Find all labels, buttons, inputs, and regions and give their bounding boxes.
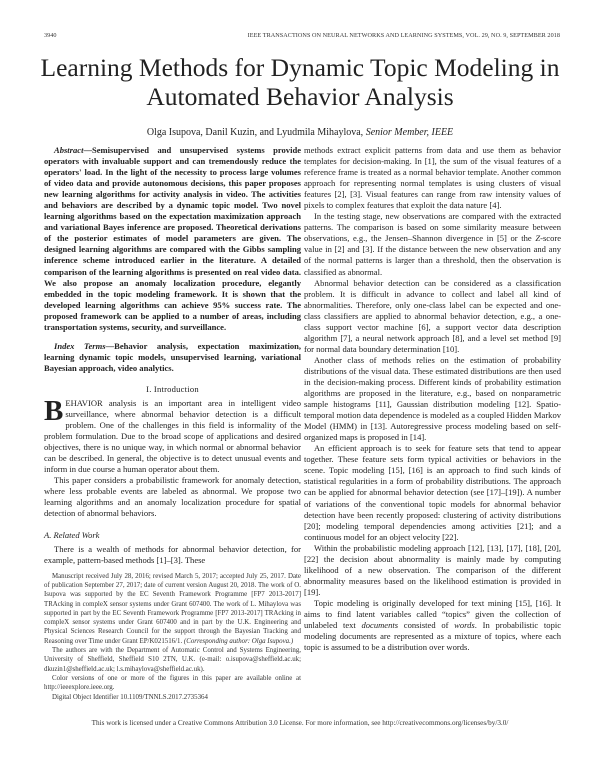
text: -score value in [2] and [3]. If the distance between the new observation and any of the normal patterns is larger than a threshold, then the observation is classified as abnormal.	[304, 233, 561, 277]
footnote-manuscript-text: Manuscript received July 28, 2016; revised March 5, 2017; accepted July 25, 2017. Date of publication September 27, 2017; date of current version August 20, 2018. The work of O. Isupova was supported by the EC Seventh Framework Programme [FP7 2013-2017] TRAcking in compleX sensor systems under Grant 607400. The work of L. Mihaylova was supported in part by the EC Seventh Framework Programme [FP7 2013-2017] TRAcking in compleX sensor systems under Grant 607400 and in part by the U.K. Engineering and Physical Sciences Research Council for the support through the Bayesian Tracking and Reasoning over Time under Grant EP/K021516/1.	[44, 572, 301, 645]
author-names: Olga Isupova, Danil Kuzin, and Lyudmila Mihaylova,	[146, 127, 366, 138]
index-terms	[44, 341, 301, 374]
authors	[0, 127, 600, 138]
abstract-label: Abstract	[54, 145, 84, 155]
footnote-manuscript	[44, 572, 301, 646]
right-paragraph-1: methods extract explicit patterns from data and use them as behavior templates for decision-making. In [1], the sum of the visual features of a reference frame is treated as a normal behavior template. Another common approach for representing normal templates is using clusters of visual features [2], [3]. Visual features can range from raw intensity values of pixels to complex features that exploit the data nature [4].	[304, 145, 561, 211]
footnote-doi: Digital Object Identifier 10.1109/TNNLS.2017.2735364	[52, 693, 208, 701]
paper-title: Learning Methods for Dynamic Topic Modeling in Automated Behavior Analysis	[40, 53, 560, 111]
text: Topic modeling is originally developed for text mining [15], [16]. It aims to find latent variables called “topics” given the collection of unlabeled text	[304, 597, 561, 631]
left-column	[44, 145, 301, 702]
right-paragraph-5: An efficient approach is to seek for feature sets that tend to appear together. These feature sets form typical activities or behaviors in the scene. Topic modeling [15], [16] is an approach to find such kinds of statistical regularities in a form of probability distributions. The approach can be applied for abnormal behavior detection (see [17]–[19]). A number of variations of the conventional topic models for abnormal behavior detection have been recently proposed: clustering of activity distributions [20]; modeling temporal dependencies among activities [21]; and a continuous model for an object velocity [22].	[304, 443, 561, 542]
abstract-text: —Semisupervised and unsupervised systems provide operators with invaluable support and can tremendously reduce the operators' load. In the light of the necessity to process large volumes of video data and provide autonomous decisions, this paper proposes new learning algorithms for activity analysis in video. The activities and behaviors are described by a dynamic topic model. Two novel learning algorithms based on the expectation maximization approach and variational Bayes inference are proposed. Theoretical derivations of the posterior estimates of model parameters are given. The designed learning algorithms are compared with the Gibbs sampling inference scheme introduced earlier in the literature. A detailed comparison of the learning algorithms is presented on real video data. We also propose an anomaly localization procedure, elegantly embedded in the topic modeling framework. It is shown that the developed learning algorithms can achieve 95% success rate. The proposed framework can be applied to a number of areas, including transportation systems, security, and surveillance.	[44, 145, 301, 332]
subsection-heading-related-work: A. Related Work	[44, 529, 100, 540]
text: . In probabilistic topic modeling documents are represented as a mixture of topics, where each topic is assumed to be a distribution over words.	[304, 620, 562, 653]
footnote-affiliation: The authors are with the Department of Automatic Control and Systems Engineering, University of Sheffield, Sheffield S10 2TN, U.K. (e-mail: o.isupova@sheffield.ac.uk; dkuzin1@sheffield.ac.uk; l.s.mihaylova@sheffield.ac.uk).	[44, 647, 301, 673]
right-paragraph-3: Abnormal behavior detection can be considered as a classification problem. It is difficult in advance to collect and label all kind of abnormalities. Therefore, only one-class label can be expected and one-class classifiers are applied to abnormal behavior detection, e.g., a one-class support vector machine [6], a support vector data description algorithm [7], a neural network approach [8], and a level set method [9] for normal data boundary determination [10].	[304, 277, 561, 354]
z-symbol: Z	[535, 233, 541, 244]
index-terms-text: —Behavior analysis, expectation maximization, learning dynamic topic models, unsupervised learning, variational Bayesian approach, video analytics.	[44, 340, 301, 373]
right-paragraph-6: Within the probabilistic modeling approach [12], [13], [17], [18], [20], [22] the decision about abnormality is mainly made by computing likelihood of a new observation. The comparison of the different abnormality measures based on the likelihood estimation is provided in [19].	[304, 542, 561, 597]
text: In the testing stage, new observations are compared with the extracted patterns. The comparison is based on some similarity measure between observations, e.g., the Jensen–Shannon divergence in [5] or the	[304, 211, 561, 244]
emphasis-words: words	[454, 620, 475, 631]
right-paragraph-7	[304, 598, 561, 653]
footnotes	[44, 572, 301, 702]
journal-header: IEEE TRANSACTIONS ON NEURAL NETWORKS AND LEARNING SYSTEMS, VOL. 29, NO. 9, SEPTEMBER 2018	[247, 32, 560, 39]
section-heading-introduction: I. Introduction	[146, 383, 199, 394]
license-footer: This work is licensed under a Creative Commons Attribution 3.0 License. For more information, see http://creativecommons.org/licenses/by/3.0/	[91, 719, 509, 727]
author-membership: Senior Member, IEEE	[365, 127, 454, 138]
right-paragraph-2	[304, 211, 561, 277]
intro-paragraph-2: This paper considers a probabilistic framework for anomaly detection, where less probable events are labeled as abnormal. We propose two learning algorithms and an anomaly localization procedure for spatial detection of abnormal behaviors.	[44, 475, 301, 519]
intro-text-1: EHAVIOR analysis is an important area in intelligent video surveillance, where abnormal behavior detection is a difficult problem. One of the challenges in this field is informality of the problem formulation. Due to the broad scope of applications and desired objectives, there is no unique way, in which normal or abnormal behavior can be described. In general, the objective is to detect unusual events and inform in due course a human operator about them.	[44, 397, 301, 475]
drop-cap: B	[44, 394, 64, 427]
right-paragraph-4: Another class of methods relies on the estimation of probability distributions of the visual data. These estimated distributions are then used in the decision-making process. Different kinds of probability estimation algorithms are proposed in the literature, e.g., based on nonparametric sample histograms [11], Gaussian distribution modeling [12]. Spatio-temporal motion data dependence is modeled as a coupled Hidden Markov Model (HMM) in [13]. Autoregressive process modeling based on self-organized maps is proposed in [14].	[304, 354, 561, 443]
footnote-color: Color versions of one or more of the figures in this paper are available online at http://ieeexplore.ieee.org.	[44, 674, 301, 692]
index-terms-label: Index Terms	[54, 340, 106, 351]
text: consisted of	[398, 620, 455, 631]
intro-paragraph-1	[44, 394, 301, 475]
page-number: 3940	[44, 32, 57, 39]
emphasis-documents: documents	[361, 620, 399, 631]
corresponding-author: (Corresponding author: Olga Isupova.)	[183, 637, 294, 645]
right-column	[304, 145, 561, 653]
related-work-paragraph: There is a wealth of methods for abnormal behavior detection, for example, pattern-based methods [1]–[3]. These	[44, 543, 301, 565]
abstract	[44, 145, 301, 333]
